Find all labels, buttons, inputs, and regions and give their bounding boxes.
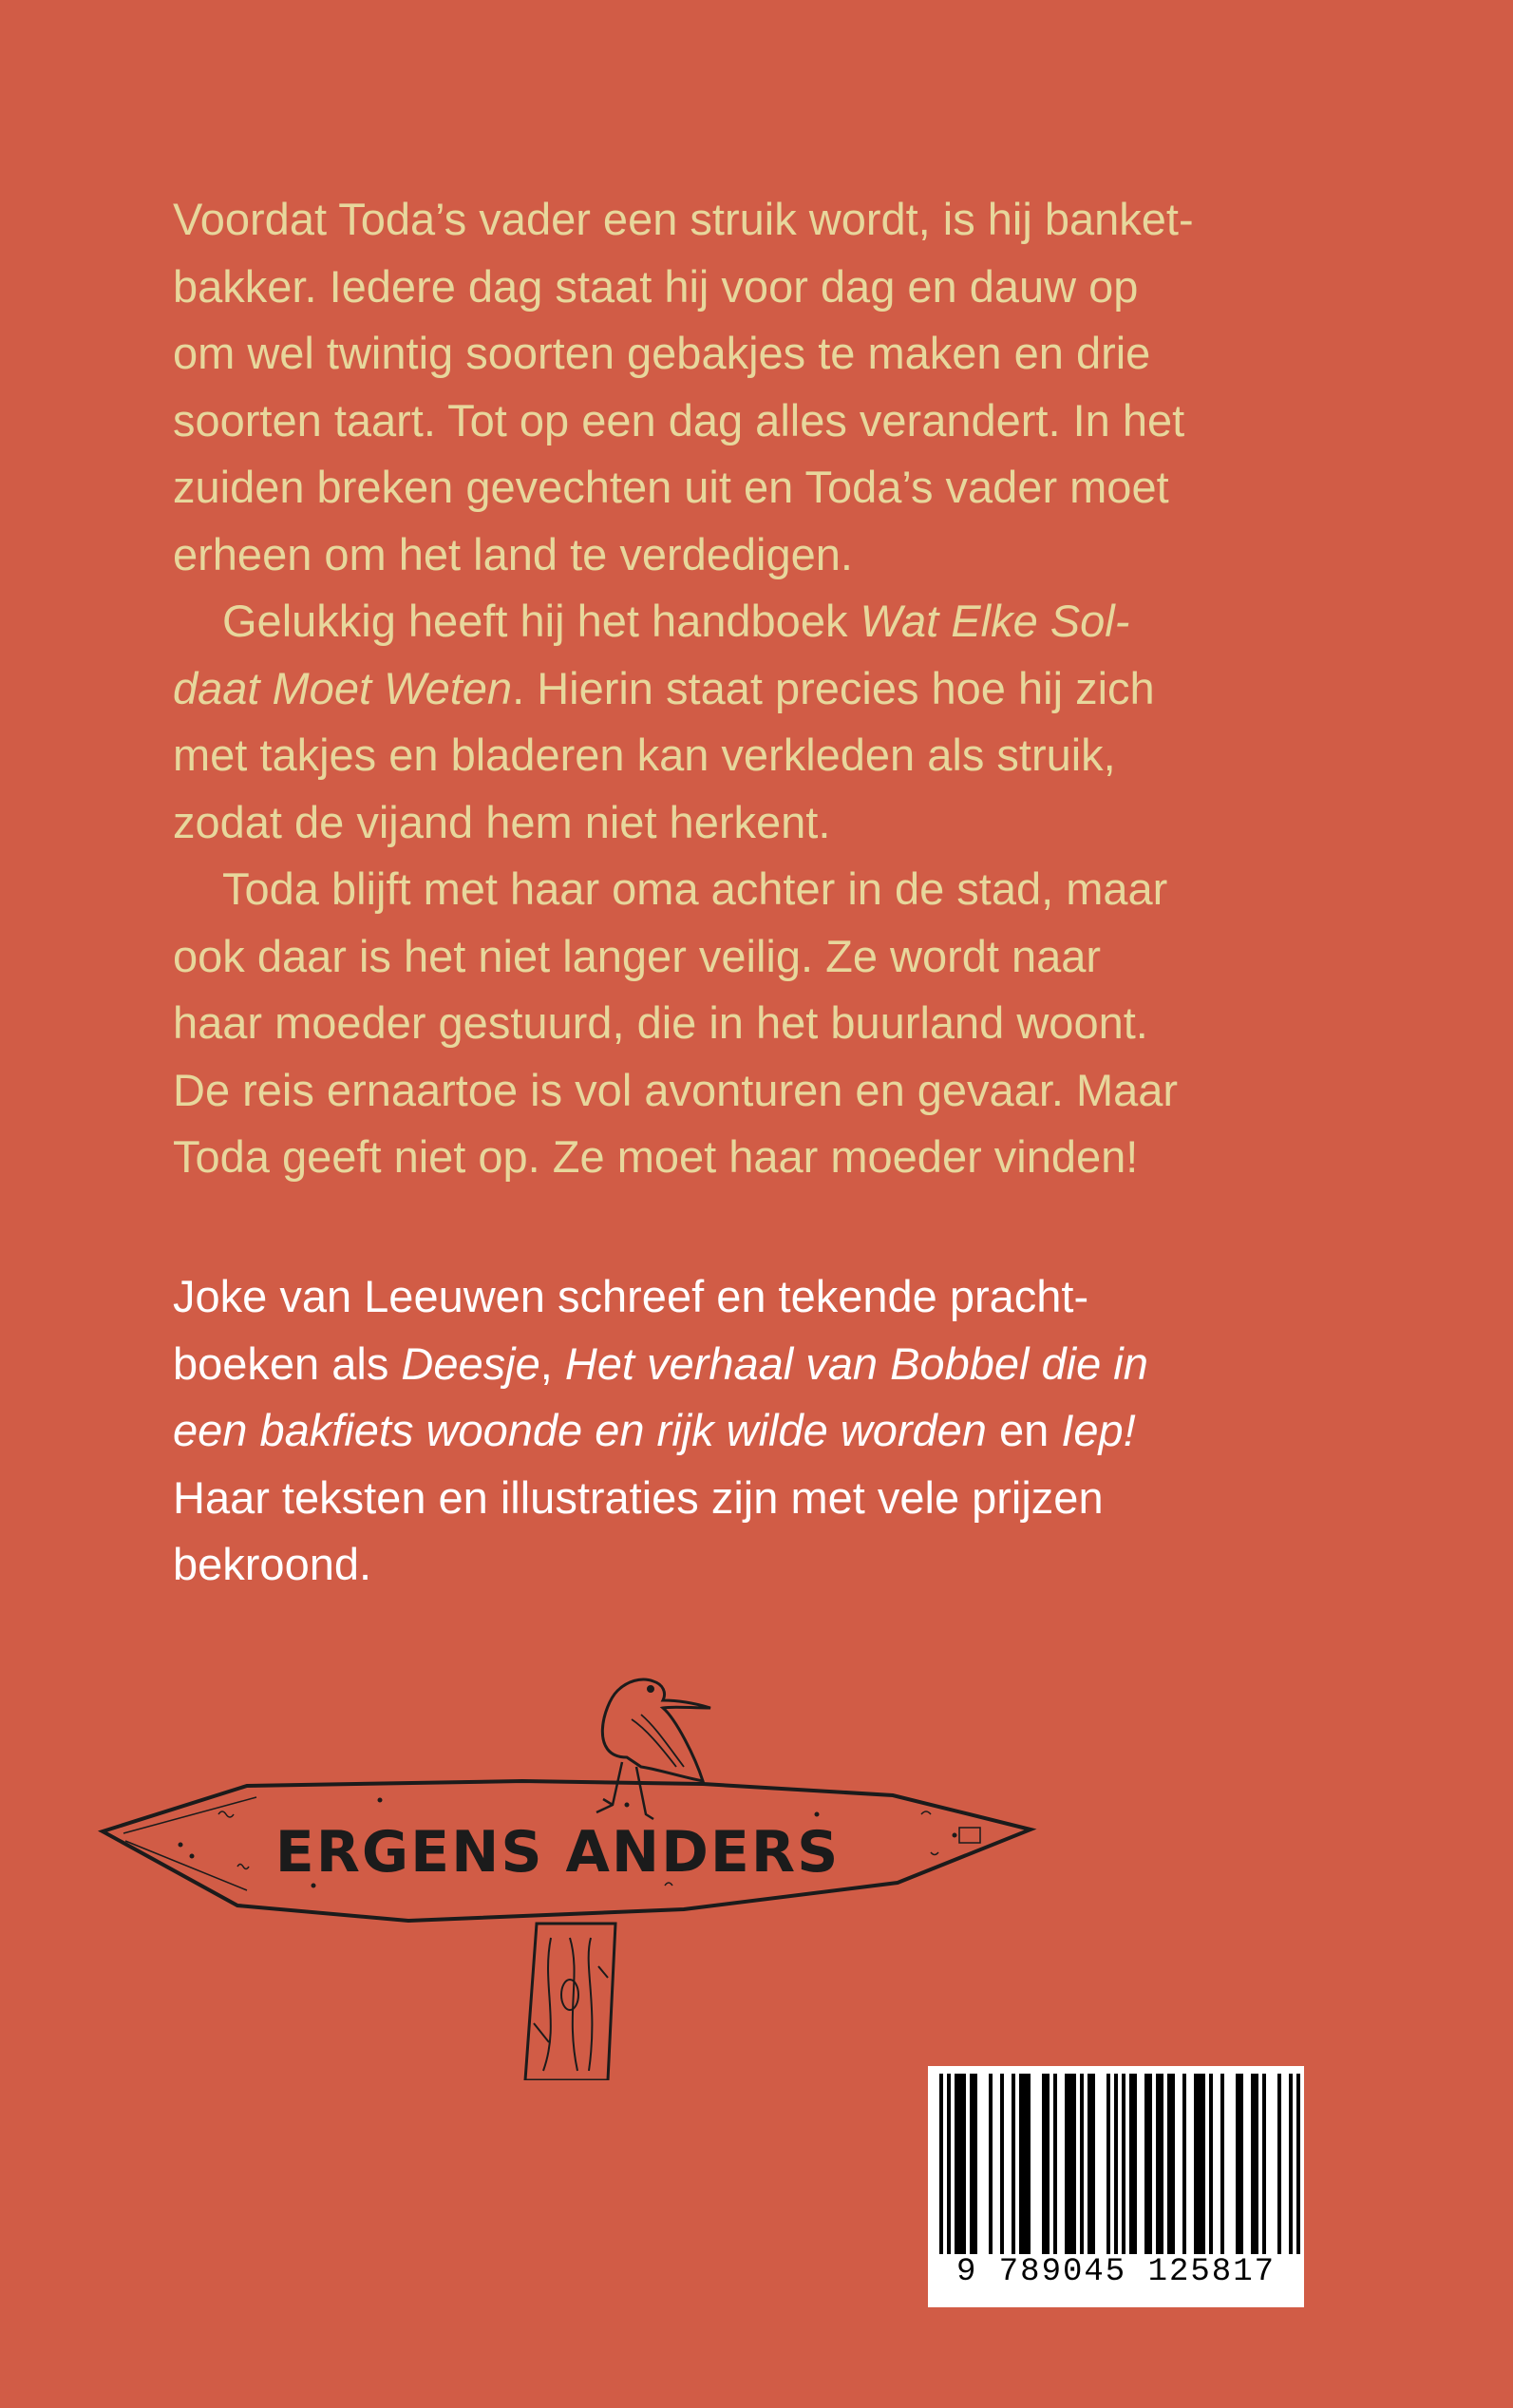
barcode-bar: [1087, 2074, 1091, 2254]
text-segment: Gelukkig heeft hij het handboek: [222, 596, 861, 646]
book-title-iep: Iep!: [1061, 1405, 1136, 1455]
barcode-bar: [1201, 2074, 1205, 2254]
barcode-bar: [1080, 2074, 1084, 2254]
barcode-bar: [1277, 2074, 1281, 2254]
barcode-bar: [1255, 2074, 1258, 2254]
barcode-bar: [970, 2074, 974, 2254]
barcode-bar: [1129, 2074, 1133, 2254]
book-title-manual: daat Moet Weten: [173, 662, 513, 713]
text-segment: ,: [539, 1337, 565, 1389]
blurb-paragraph-3: [173, 856, 1341, 1191]
barcode-bar: [1053, 2074, 1057, 2254]
text-line: Toda blijft met haar oma achter in de stad, maar: [222, 863, 1168, 914]
text-segment: . Hierin staat precies hoe hij zich: [512, 662, 1155, 713]
barcode-bar: [1251, 2074, 1255, 2254]
barcode-bar: [1239, 2074, 1243, 2254]
text-line: bakker. Iedere dag staat hij voor dag en dauw op: [173, 260, 1139, 312]
barcode-bar: [1148, 2074, 1152, 2254]
text-line: [173, 1331, 1341, 1398]
text-line: De reis ernaartoe is vol avonturen en gevaar. Maar: [173, 1064, 1179, 1115]
barcode-bar: [1069, 2074, 1072, 2254]
barcode-bar: [1182, 2074, 1186, 2254]
signpost-post: [525, 1924, 615, 2080]
barcode-bar: [1144, 2074, 1148, 2254]
book-title-bobbel: een bakfiets woonde en rijk wilde worden: [173, 1405, 987, 1455]
barcode-bar: [955, 2074, 958, 2254]
barcode-bar: [1000, 2074, 1004, 2254]
barcode-bar: [1296, 2074, 1300, 2254]
barcode-bar: [1114, 2074, 1118, 2254]
barcode-bar: [1027, 2074, 1031, 2254]
barcode-bar: [1091, 2074, 1095, 2254]
barcode-bar: [1042, 2074, 1046, 2254]
barcode-bar: [939, 2074, 943, 2254]
blurb-paragraph-2: [173, 588, 1341, 856]
text-line: bekroond.: [173, 1539, 372, 1589]
barcode-bar: [1220, 2074, 1224, 2254]
barcode-bar: [1160, 2074, 1163, 2254]
text-line: [173, 1397, 1341, 1465]
barcode-bar: [989, 2074, 993, 2254]
text-line: soorten taart. Tot op een dag alles verandert. In het: [173, 394, 1185, 446]
text-line: ook daar is het niet langer veilig. Ze wordt naar: [173, 930, 1102, 981]
text-line: zuiden breken gevechten uit en Toda’s vader moet: [173, 462, 1169, 512]
isbn-number: 9 789045 125817: [955, 2254, 1277, 2290]
barcode-bar: [1167, 2074, 1171, 2254]
barcode-bar: [947, 2074, 951, 2254]
barcode-bar: [1156, 2074, 1160, 2254]
barcode-bar: [1262, 2074, 1266, 2254]
barcode-bar: [1065, 2074, 1069, 2254]
barcode-bar: [1198, 2074, 1201, 2254]
sign-text: ERGENS ANDERS: [274, 1819, 841, 1886]
text-line: [173, 588, 1341, 655]
barcode-bar: [1236, 2074, 1239, 2254]
author-bio: [173, 1263, 1341, 1599]
text-segment: boeken als: [173, 1337, 402, 1389]
barcode-bar: [962, 2074, 966, 2254]
text-line: haar moeder gestuurd, die in het buurland woont.: [173, 997, 1148, 1048]
book-title-bobbel: Het verhaal van Bobbel die in: [564, 1337, 1148, 1389]
barcode-bar: [1046, 2074, 1050, 2254]
signpost-illustration: [95, 1624, 1083, 2080]
barcode-bar: [1023, 2074, 1027, 2254]
text-line: Toda geeft niet op. Ze moet haar moeder vinden!: [173, 1131, 1139, 1182]
blurb-text: [173, 186, 1341, 1191]
book-title-deesje: Deesje: [401, 1337, 540, 1389]
barcode-bar: [1019, 2074, 1023, 2254]
text-line: Voordat Toda’s vader een struik wordt, is hij banket-: [173, 194, 1194, 244]
barcode-bar: [1209, 2074, 1213, 2254]
text-line: met takjes en bladeren kan verkleden als struik,: [173, 730, 1116, 780]
barcode-bar: [1133, 2074, 1137, 2254]
barcode-bar: [974, 2074, 977, 2254]
text-line: zodat de vijand hem niet herkent.: [173, 796, 831, 847]
barcode-bar: [1194, 2074, 1198, 2254]
bird-icon: [596, 1679, 710, 1819]
barcode-bar: [1012, 2074, 1015, 2254]
barcode-bar: [1072, 2074, 1076, 2254]
text-line: erheen om het land te verdedigen.: [173, 528, 853, 579]
barcode-bar: [1122, 2074, 1125, 2254]
text-line: [173, 655, 1341, 723]
barcode-bar: [958, 2074, 962, 2254]
text-line: Haar teksten en illustraties zijn met vele prijzen: [173, 1471, 1104, 1523]
text-line: om wel twintig soorten gebakjes te maken en drie: [173, 328, 1151, 378]
barcode: [928, 2066, 1304, 2307]
barcode-bar: [1171, 2074, 1175, 2254]
blurb-paragraph-1: [173, 186, 1341, 588]
barcode-bar: [1106, 2074, 1110, 2254]
book-title-manual: Wat Elke Sol-: [860, 596, 1130, 646]
text-line: Joke van Leeuwen schreef en tekende pracht-: [173, 1271, 1089, 1321]
barcode-bar: [1289, 2074, 1293, 2254]
text-segment: en: [986, 1405, 1062, 1455]
